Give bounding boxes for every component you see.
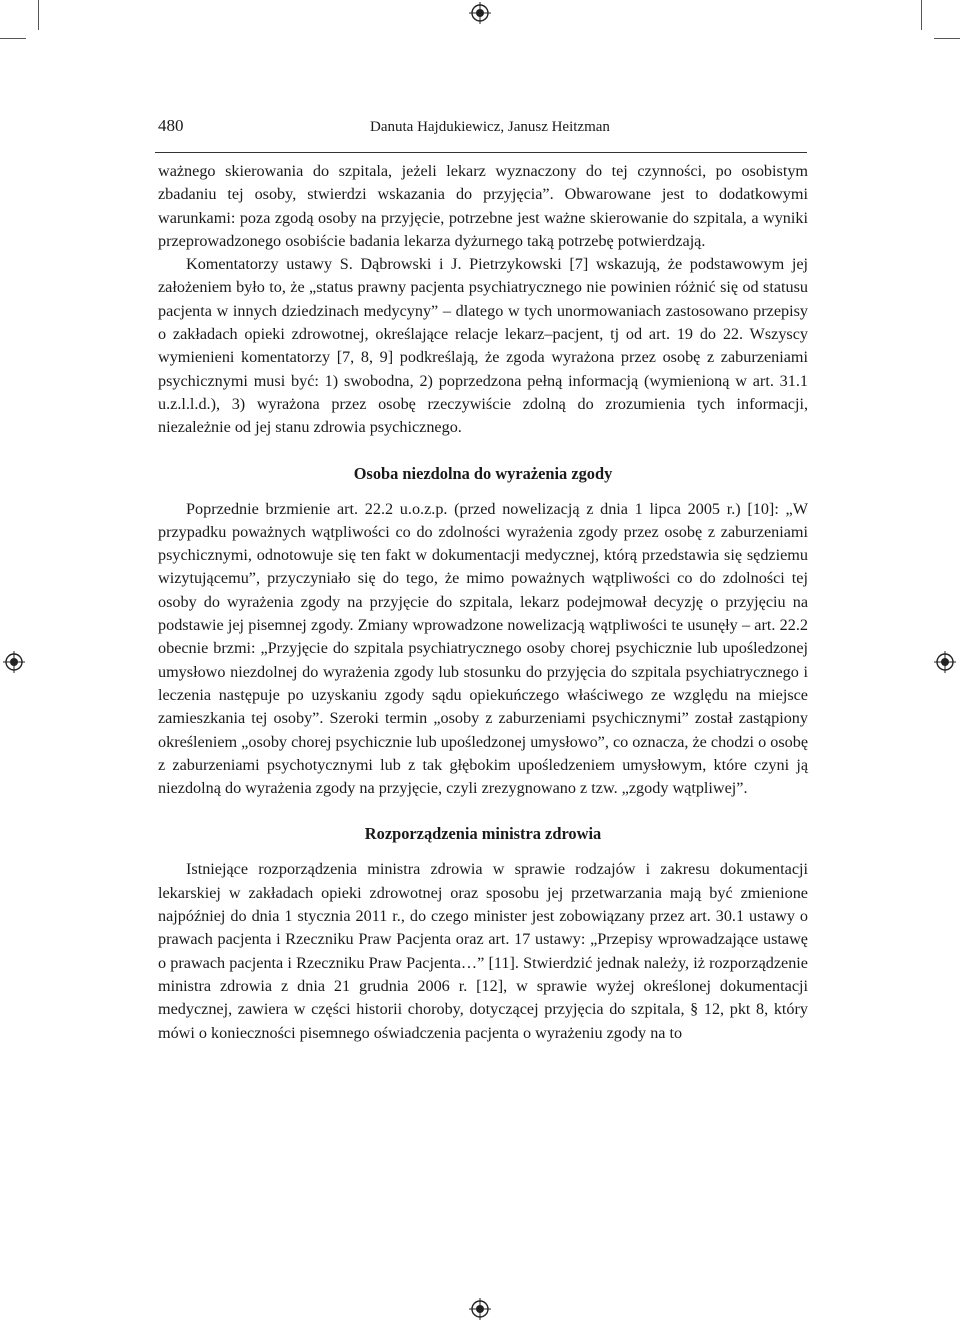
crop-mark-top-right-h [934, 38, 960, 39]
running-head: Danuta Hajdukiewicz, Janusz Heitzman [370, 119, 610, 135]
paragraph-2: Komentatorzy ustawy S. Dąbrowski i J. Pietrzykowski [7] wskazują, że podstawowym jej założeniem było to, że „status prawny pacjenta psychiatrycznego nie powinien różnić się od statusu pacjenta w innych dziedzinach medycyny” – dlatego w tych unormowaniach zastosowano przepisy o zakładach opieki zdrowotnej, określające relacje lekarz–pacjent, tj od art. 19 do 22. Wszyscy wymienieni komentatorzy [7, 8, 9] podkreślają, że zgoda wyrażona przez osobę z zaburzeniami psychicznymi musi być: 1) swobodna, 2) poprzedzona pełną informacją (wymienioną w art. 31.1 u.z.l.l.d.), 3) wyrażona przez osobę rzeczywiście zdolną do zrozumienia tych informacji, niezależnie od jej stanu zdrowia psychicznego. [158, 255, 808, 437]
page-number: 480 [158, 116, 184, 135]
registration-mark-bottom-icon [469, 1298, 491, 1320]
crop-mark-top-left [38, 0, 39, 30]
header-rule [155, 152, 807, 153]
registration-mark-left-icon [3, 651, 25, 673]
registration-mark-right-icon [934, 651, 956, 673]
crop-mark-top-right [921, 0, 922, 30]
paragraph-3: Poprzednie brzmienie art. 22.2 u.o.z.p. (przed nowelizacją z dnia 1 lipca 2005 r.) [10]: „W przypadku poważnych wątpliwości co do zdolności wyrażenia zgody przez osobę z zaburzeniami psychicznymi, odnotowuje się ten fakt w dokumentacji medycznej, którą przedstawia się sędziemu wizytującemu”, przyczyniało się do tego, że mimo poważnych wątpliwości co do zdolności tej osoby do wyrażenia zgody na przyjęcie do szpitala, lekarz podejmował decyzję o przyjęciu na podstawie jej pisemnej zgody. Zmiany wprowadzone nowelizacją wątpliwości te usunęły – art. 22.2 obecnie brzmi: „Przyjęcie do szpitala psychiatrycznego osoby chorej psychicznie lub upośledzonej umysłowo niezdolnej do wyrażenia zgody lub stosunku do przyjęcia do szpitala psychiatrycznego i leczenia następuje po uzyskaniu zgody sądu opiekuńczego właściwego ze względu na miejsce zamieszkania tej osoby”. Szeroki termin „osoby z zaburzeniami psychicznymi” został zastąpiony określeniem „osoby chorej psychicznie lub upośledzonej umysłowo”, co oznacza, że chodzi o osobę z zaburzeniami psychotycznymi lub z tak głębokim upośledzeniem umysłowym, które czyni ją niezdolną do wyrażenia zgody na przyjęcie, czyli zrezygnowano z tzw. „zgody wątpliwej”. [158, 499, 808, 798]
paragraph-4: Istniejące rozporządzenia ministra zdrowia w sprawie rodzajów i zakresu dokumentacji lekarskiej w zakładach opieki zdrowotnej oraz sposobu jej przetwarzania mają być zmienione najpóźniej do dnia 1 stycznia 2011 r., do czego minister jest zobowiązany przez art. 30.1 ustawy o prawach pacjenta i Rzeczniku Praw Pacjenta oraz art. 17 ustawy: „Przepisy wprowadzające ustawę o prawach pacjenta i Rzeczniku Praw Pacjenta…” [11]. Stwierdzić jednak należy, iż rozporządzenie ministra zdrowia z dnia 21 grudnia 2006 r. [12], w sprawie wyżej określonej dokumentacji medycznej, zawiera w części historii choroby, dotyczącej przyjęcia do szpitala, § 12, pkt 8, który mówi o konieczności pisemnego oświadczenia pacjenta o wyrażeniu zgody na to [158, 860, 808, 1042]
registration-mark-top-icon [469, 2, 491, 24]
section-heading-incapable-person: Osoba niezdolna do wyrażenia zgody [353, 463, 613, 483]
paragraph-1: ważnego skierowania do szpitala, jeżeli lekarz wyznaczony do tej czynności, po osobistym zbadaniu tej osoby, stwierdzi wskazania do przyjęcia”. Obwarowane jest to dodatkowymi warunkami: poza zgodą osoby na przyjęcie, potrzebne jest ważne skierowanie do szpitala, a wyniki przeprowadzonego osobiście badania lekarza dyżurnego taką potrzebę potwierdzają. [158, 162, 808, 250]
page-header [158, 116, 806, 144]
section-heading-minister-regulations: Rozporządzenia ministra zdrowia [364, 824, 602, 844]
page-body [158, 160, 808, 1045]
crop-mark-top-left-h [0, 38, 26, 39]
